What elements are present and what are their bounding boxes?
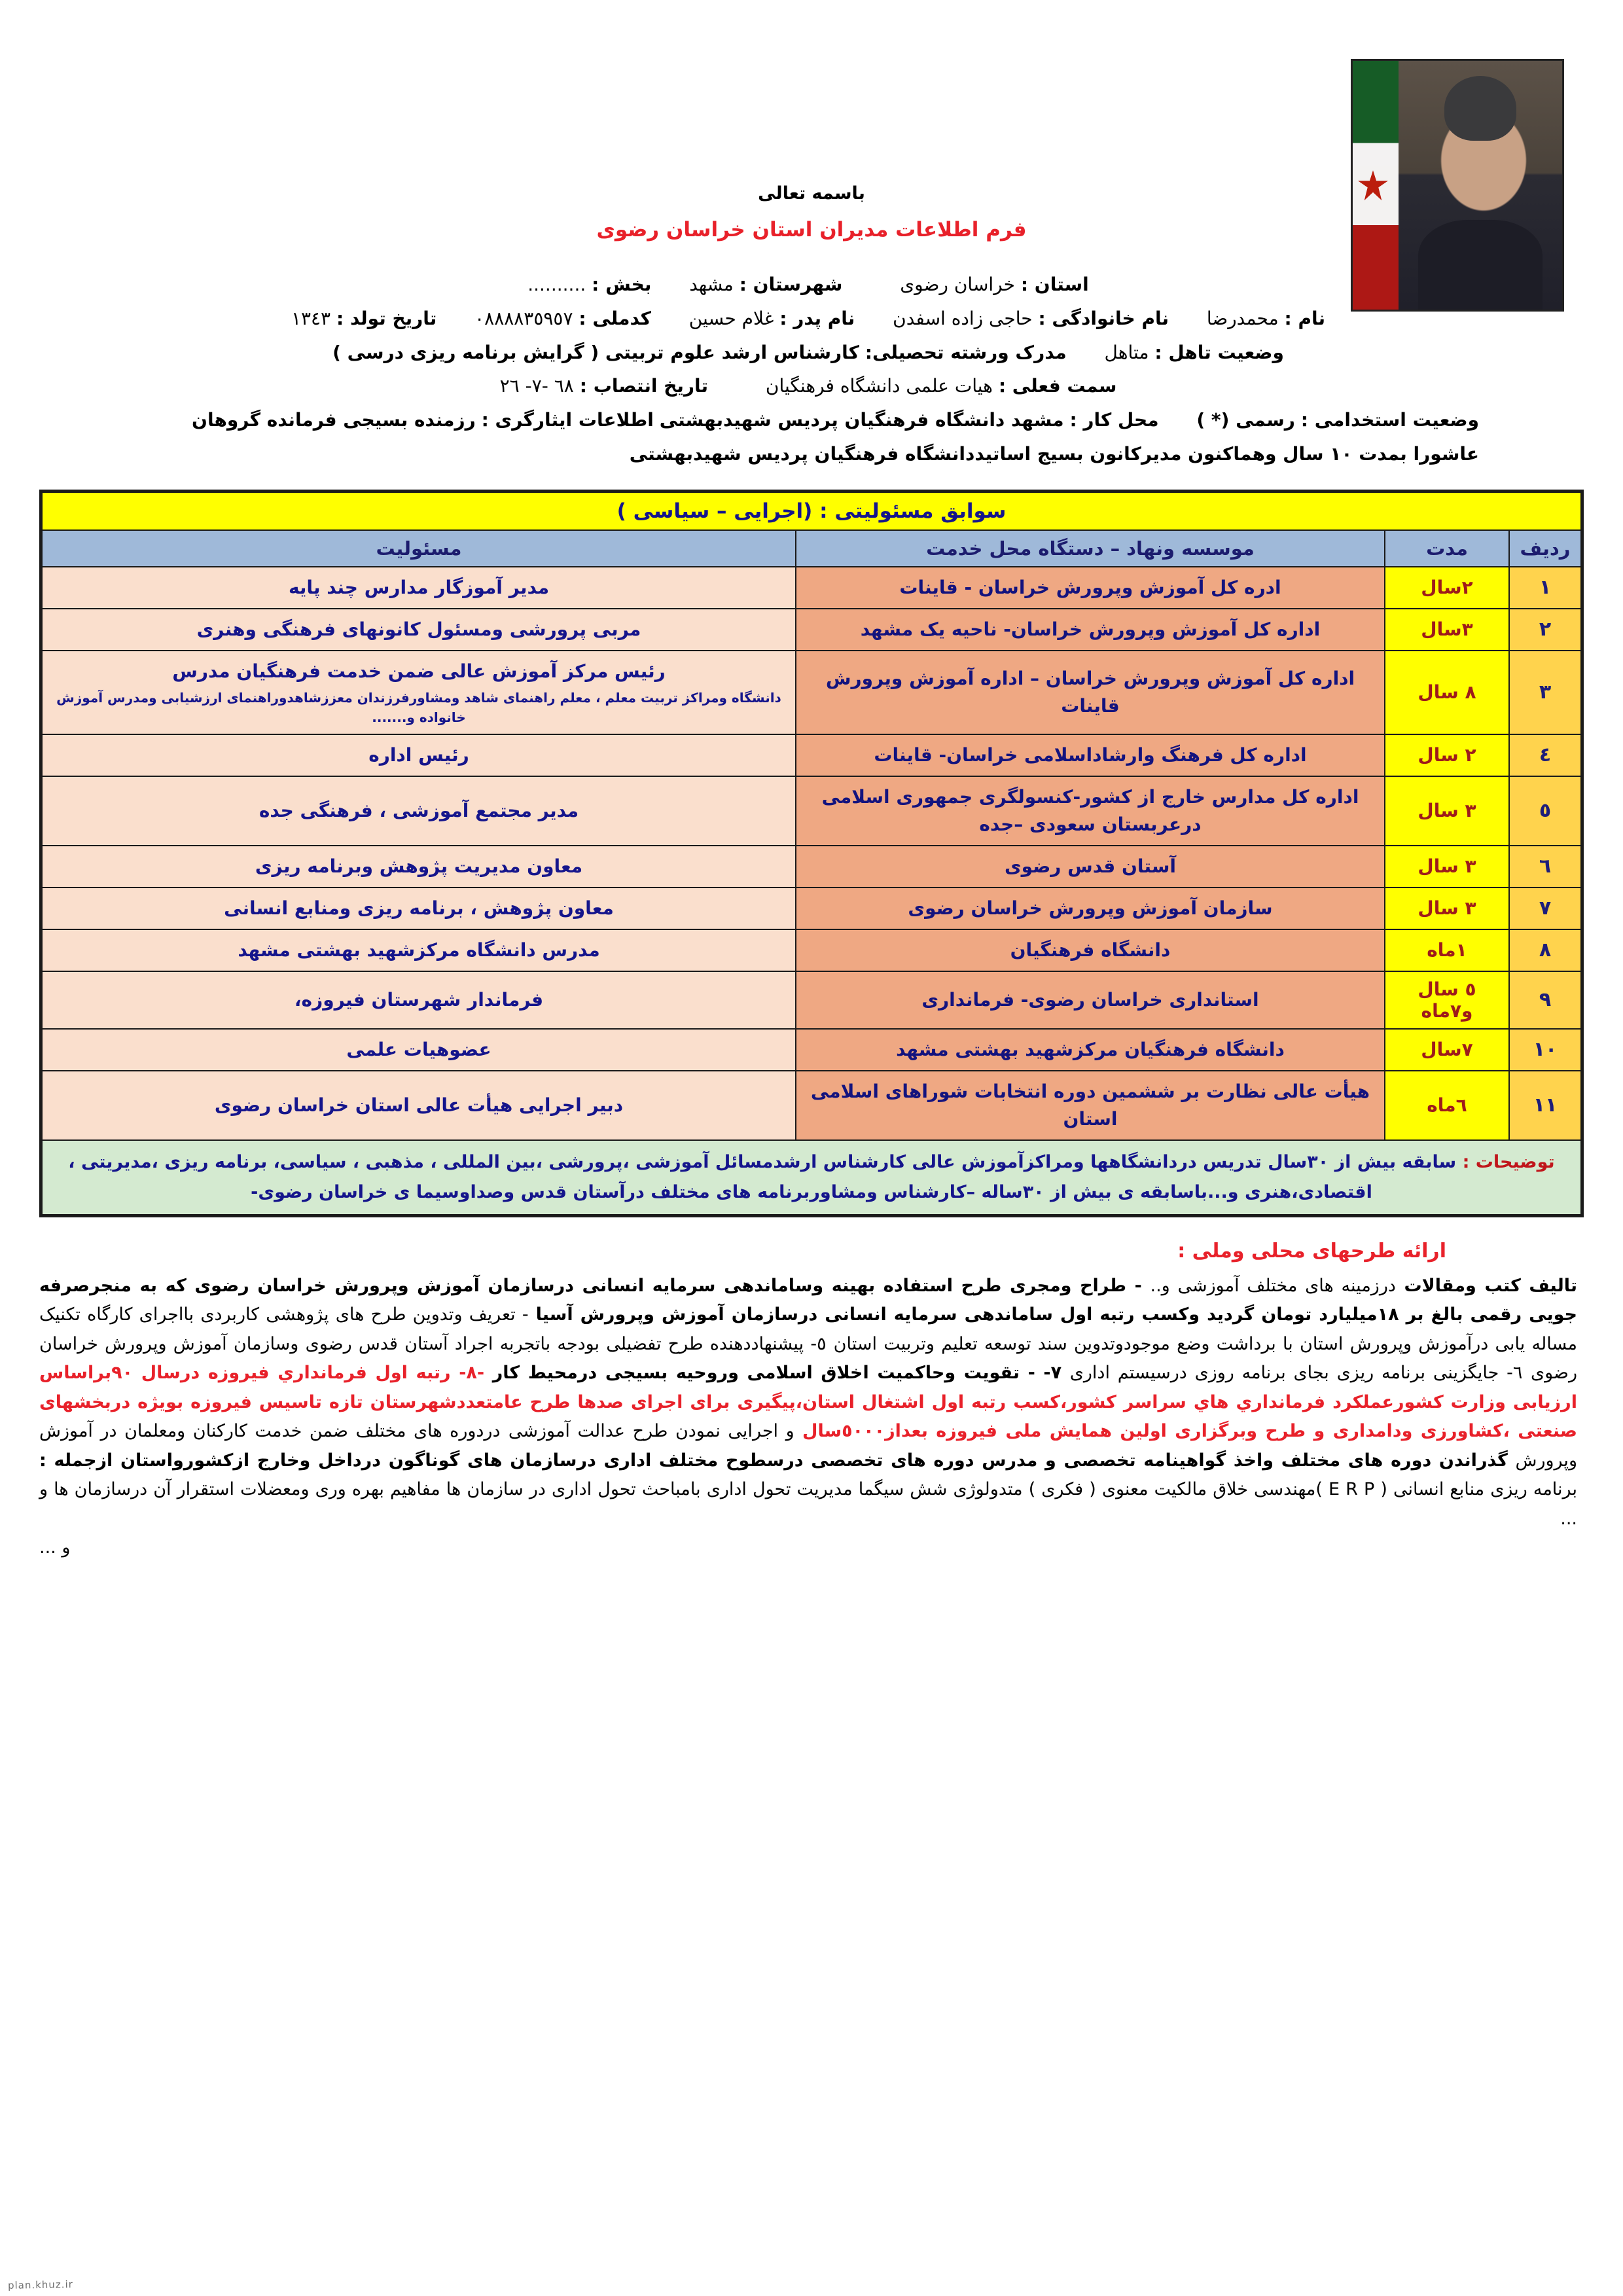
plans-text-9: و اجرایی نمودن طرح عدالت آموزشی — [508, 1421, 794, 1442]
table-title-row — [42, 492, 1581, 530]
portrait-photo — [1351, 59, 1564, 312]
table-row — [42, 929, 1581, 971]
marital-value: متاهل — [1104, 341, 1149, 363]
city-value: مشهد — [689, 274, 734, 295]
district-value: .......... — [527, 274, 586, 295]
notes-label: توضیحات : — [1462, 1151, 1555, 1172]
cell-duration: ٣ سال — [1385, 846, 1509, 888]
city-label: شهرستان : — [739, 274, 843, 295]
plans-section — [39, 1240, 1577, 1563]
employment-label: وضعیت استخدامی : — [1300, 409, 1479, 431]
identity-line-location — [137, 268, 1479, 302]
birth-date-label: تاریخ تولد : — [336, 307, 437, 329]
degree-label: مدرک ورشته تحصیلی: — [865, 341, 1067, 363]
cell-responsibility: مدیر آموزگار مدارس چند پایه — [42, 567, 796, 609]
appointment-label: تاریخ انتصاب : — [579, 375, 709, 397]
first-name-value: محمدرضا — [1206, 307, 1279, 329]
cell-organization: اداره کل آموزش وپرورش خراسان – اداره آموزش وپرورش قاینات — [796, 651, 1385, 734]
cell-organization: استانداری خراسان رضوی- فرمانداری — [796, 971, 1385, 1029]
cell-duration: ٢ سال — [1385, 734, 1509, 776]
plans-body — [39, 1272, 1577, 1563]
plans-text-8: -٨- رتبه اول فرمانداري فیروزه درسال ٩٠براساس ارزیابی وزارت کشورعملکرد فرمانداري هاي سراسر کشور،کسب رتبه اول اشتغال استان،پیگیری برای اجرای صدها طرح عامتعددشهرستان تازه تاسیس فیروزه بویژه دربخشهای صنعتی ،کشاورزی ودامداری و طرح وبرگزاری اولین همایش ملی فیروزه بعداز٥٠٠٠سال — [39, 1363, 1577, 1442]
cell-row-no: ١١ — [1509, 1071, 1581, 1140]
identity-line-employment — [137, 403, 1479, 471]
plans-text-5: ٥- پیشنهاددهنده طرح تفضیلی بودجه باتجربه اجراد آستان قدس رضوی وسازمان آموزش وپرورش خراسان رضوی — [39, 1333, 1577, 1384]
plans-text-7: ٧- - تقویت وحاکمیت اخلاق اسلامی وروحیه بسیجی درمحیط کار — [492, 1363, 1062, 1384]
col-header-responsibility: مسئولیت — [42, 530, 796, 567]
cell-row-no: ١٠ — [1509, 1029, 1581, 1071]
watermark: plan.khuz.ir — [7, 2278, 73, 2291]
cell-row-no: ٨ — [1509, 929, 1581, 971]
cell-responsibility-main: رئیس مرکز آموزش عالی ضمن خدمت فرهنگیان مدرس — [172, 660, 666, 682]
table-row — [42, 1071, 1581, 1140]
cell-duration: ٢سال — [1385, 567, 1509, 609]
cell-row-no: ١ — [1509, 567, 1581, 609]
workplace-value: مشهد دانشگاه فرهنگیان پردیس شهیدبهشتی — [659, 409, 1064, 431]
table-row — [42, 846, 1581, 888]
cell-duration: ٣ سال — [1385, 888, 1509, 929]
cell-responsibility: مدیر مجتمع آموزشی ، فرهنگی جده — [42, 776, 796, 846]
table-header-row — [42, 530, 1581, 567]
plans-text-10: دردوره های مختلف ضمن خدمت کارکنان ومعلمان در آموزش وپرورش — [39, 1421, 1577, 1471]
identity-line-position — [137, 369, 1479, 403]
cell-organization: اداره کل مدارس خارج از کشور-کنسولگری جمهوری اسلامی درعربستان سعودی –جده — [796, 776, 1385, 846]
plans-text-6: ٦- جایگزینی برنامه ریزی بجای برنامه روزی درسیستم اداری — [1069, 1363, 1523, 1384]
flag-band-decoration — [1353, 61, 1399, 310]
workplace-label: محل کار : — [1069, 409, 1159, 431]
cell-organization: هیأت عالی نظارت بر ششمین دوره انتخابات شوراهای اسلامی استان — [796, 1071, 1385, 1140]
cell-row-no: ٦ — [1509, 846, 1581, 888]
cell-organization: ادره کل آموزش وپرورش خراسان - قاینات — [796, 567, 1385, 609]
col-header-duration: مدت — [1385, 530, 1509, 567]
table-row — [42, 971, 1581, 1029]
first-name-label: نام : — [1284, 307, 1326, 329]
person-figure — [1399, 61, 1562, 310]
cell-duration: ٦ماه — [1385, 1071, 1509, 1140]
last-name-label: نام خانوادگی : — [1038, 307, 1169, 329]
title-block — [98, 183, 1525, 242]
cell-duration: ١ماه — [1385, 929, 1509, 971]
province-label: استان : — [1020, 274, 1089, 295]
position-value: هیات علمی دانشگاه فرهنگیان — [765, 375, 993, 397]
cell-duration: ٥ سال و٧ماه — [1385, 971, 1509, 1029]
cell-row-no: ٧ — [1509, 888, 1581, 929]
responsibilities-table-wrapper — [39, 490, 1584, 1217]
father-name-value: غلام حسین — [688, 307, 774, 329]
national-id-value: ٠٨٨٨٨٣٥٩٥٧ — [474, 307, 573, 329]
basmala-text: باسمه تعالی — [758, 183, 865, 204]
plans-text-ellipsis: و ... — [39, 1537, 71, 1558]
col-header-organization: موسسه ونهاد – دستگاه محل خدمت — [796, 530, 1385, 567]
col-header-row-no: ردیف — [1509, 530, 1581, 567]
identity-line-name — [137, 302, 1479, 336]
cell-responsibility — [42, 651, 796, 734]
cell-responsibility: مربی پرورشی ومسئول کانونهای فرهنگی وهنری — [42, 609, 796, 651]
birth-date-value: ١٣٤٣ — [291, 307, 331, 329]
cell-responsibility: معاون مدیریت پژوهش وبرنامه ریزی — [42, 846, 796, 888]
form-title: فرم اطلاعات مدیران استان خراسان رضوی — [596, 218, 1027, 242]
marital-label: وضعیت تاهل : — [1154, 341, 1284, 363]
cell-row-no: ٩ — [1509, 971, 1581, 1029]
plans-text-11: گذراندن دوره های مختلف واخذ گواهینامه تخصصی و مدرس دوره های تخصصی درسطوح مختلف اداری درسازمان های گوناگون درداخل وخارج ازکشورواستان ازجمله : — [39, 1450, 1508, 1471]
cell-row-no: ٣ — [1509, 651, 1581, 734]
national-id-label: کدملی : — [579, 307, 651, 329]
cell-responsibility: دبیر اجرایی هیأت عالی استان خراسان رضوی — [42, 1071, 796, 1140]
document-header — [0, 0, 1623, 471]
cell-organization: اداره کل آموزش وپرورش خراسان- ناحیه یک مشهد — [796, 609, 1385, 651]
cell-responsibility: مدرس دانشگاه مرکزشهید بهشتی مشهد — [42, 929, 796, 971]
cell-organization: آستان قدس رضوی — [796, 846, 1385, 888]
identity-block — [98, 268, 1525, 471]
cell-responsibility: معاون پژوهش ، برنامه ریزی ومنابع انسانی — [42, 888, 796, 929]
table-row — [42, 609, 1581, 651]
table-row — [42, 651, 1581, 734]
cell-organization: اداره کل فرهنگ وارشاداسلامی خراسان- قاینات — [796, 734, 1385, 776]
veteran-label: اطلاعات ایثارگری : — [481, 409, 654, 431]
table-row — [42, 1029, 1581, 1071]
cell-duration: ٣ سال — [1385, 776, 1509, 846]
cell-responsibility: عضوهیات علمی — [42, 1029, 796, 1071]
last-name-value: حاجی زاده اسفدن — [893, 307, 1033, 329]
cell-responsibility: فرماندار شهرستان فیروزه، — [42, 971, 796, 1029]
plans-text-2: درزمینه های مختلف آموزشی و.. — [1150, 1275, 1396, 1296]
table-notes-row — [42, 1140, 1581, 1215]
identity-line-education — [137, 336, 1479, 370]
plans-text-3: - طراح ومجری طرح استفاده بهینه وساماندهی سرمایه انسانی درسازمان آموزش وپرورش خراسان رضوی که به منجرصرفه جویی رقمی بالغ بر ١٨میلیارد تومان گردید وکسب رتبه اول ساماندهی سرمایه انسانی درسازمان آموزش وپرورش آسیا — [39, 1275, 1578, 1325]
appointment-value: ٦٨ -٧- ٢٦ — [499, 375, 574, 397]
plans-title: ارائه طرحهای محلی وملی : — [1177, 1239, 1446, 1263]
veteran-value: رزمنده بسیجی فرمانده گروهان عاشورا بمدت ١٠ سال وهماکنون مدیرکانون بسیج اساتیددانشگاه فرهنگیان پردیس شهیدبهشتی — [192, 409, 1479, 465]
table-row — [42, 734, 1581, 776]
table-row — [42, 567, 1581, 609]
cell-organization: دانشگاه فرهنگیان — [796, 929, 1385, 971]
employment-value: رسمی (* ) — [1196, 409, 1295, 431]
cell-responsibility: رئیس اداره — [42, 734, 796, 776]
cell-row-no: ٢ — [1509, 609, 1581, 651]
cell-row-no: ٥ — [1509, 776, 1581, 846]
cell-organization: دانشگاه فرهنگیان مرکزشهید بهشتی مشهد — [796, 1029, 1385, 1071]
plans-text-4: - تعریف وتدوین طرح های پژوهشی کاربردی بااجرای کارگاه تکنیک مساله یابی درآموزش وپرورش استان با برداشت وضع موجودوتدوین سند توسعه تعلیم وتربیت استان — [39, 1304, 1577, 1354]
table-title: سوابق مسئولیتی : (اجرایی – سیاسی ) — [42, 492, 1581, 530]
table-row — [42, 888, 1581, 929]
plans-text-12: برنامه ریزی منابع انسانی ( E R P )مهندسی خلاق مالکیت معنوی ( فکری ) متدولوژی شش سیگما مدیریت تحول اداری بامباحث تحول اداری در سازمان ها مفاهیم بهره وری ومعضلات استقرار آن درسازمان ها و ... — [39, 1479, 1577, 1529]
table-row — [42, 776, 1581, 846]
plans-text-1: تالیف کتب ومقالات — [1404, 1275, 1577, 1296]
cell-organization: سازمان آموزش وپرورش خراسان رضوی — [796, 888, 1385, 929]
degree-value: کارشناس ارشد علوم تربیتی ( گرایش برنامه ریزی درسی ) — [332, 341, 859, 363]
province-value: خراسان رضوی — [900, 274, 1015, 295]
cell-row-no: ٤ — [1509, 734, 1581, 776]
district-label: بخش : — [592, 274, 652, 295]
cell-duration: ٨ سال — [1385, 651, 1509, 734]
position-label: سمت فعلی : — [998, 375, 1117, 397]
father-name-label: نام پدر : — [779, 307, 855, 329]
notes-text: سابقه بیش از ٣٠سال تدریس دردانشگاهها ومراکزآموزش عالی کارشناس ارشدمسائل آموزشی ،پرورشی ،بین المللی ، مذهبی ، سیاسی، برنامه ریزی ،مدیریتی ، اقتصادی،هنری و...باسابقه ی بیش از ٣٠ساله –کارشناس ومشاوربرنامه های مختلف درآستان قدس وصداوسیما ی خراسان رضوی- — [68, 1151, 1457, 1202]
cell-duration: ٣سال — [1385, 609, 1509, 651]
cell-responsibility-sub: دانشگاه ومراکز تربیت معلم ، معلم راهنمای شاهد ومشاورفرزندان معززشاهدوراهنمای ارزشیابی ومدرس آموزش خانواده و....... — [56, 689, 781, 725]
table-notes-cell — [42, 1140, 1581, 1215]
cell-duration: ٧سال — [1385, 1029, 1509, 1071]
responsibilities-table — [41, 492, 1582, 1215]
